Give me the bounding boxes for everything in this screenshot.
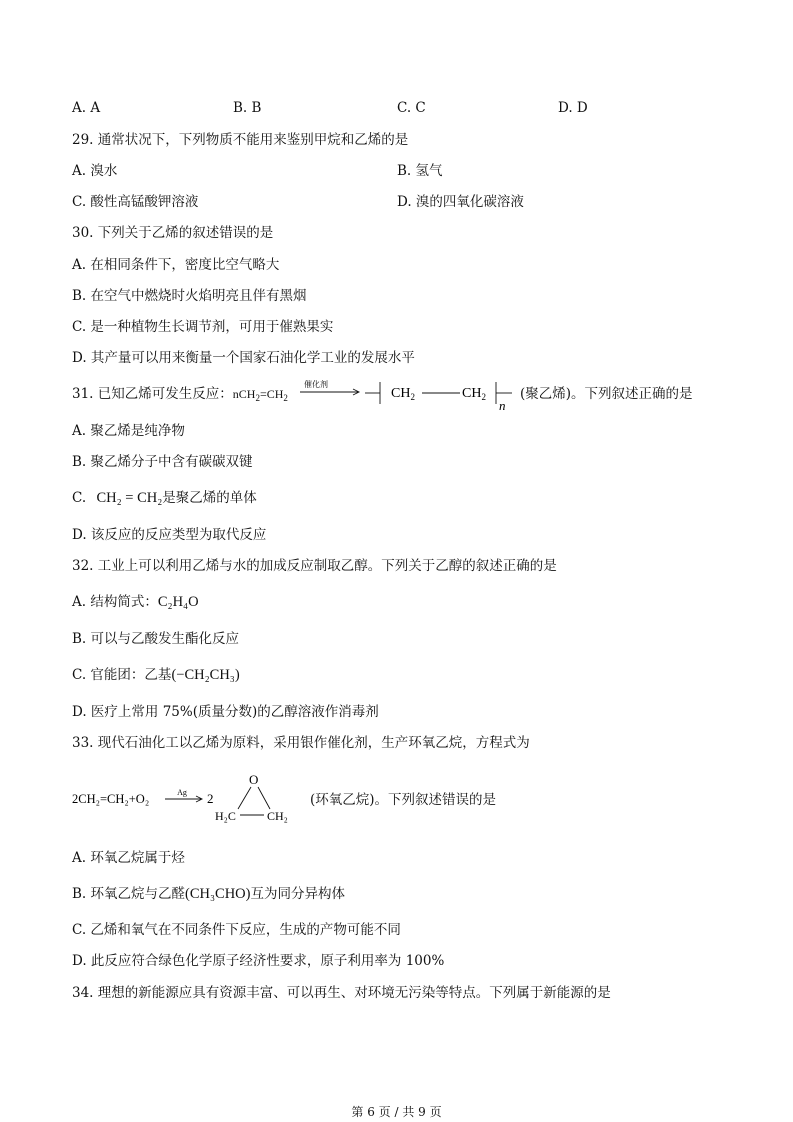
q31-prefix: 31. 已知乙烯可发生反应： bbox=[72, 386, 233, 402]
q32-option-a-formula: C₂H₄O bbox=[157, 594, 199, 610]
page-footer: 第 6 页 / 共 9 页 bbox=[351, 1105, 442, 1119]
q33-option-c: C. 乙烯和氧气在不同条件下反应，生成的产物可能不同 bbox=[72, 922, 401, 938]
q30-stem: 30. 下列关于乙烯的叙述错误的是 bbox=[72, 225, 274, 241]
q28-option-d: D. D bbox=[558, 100, 588, 116]
q32-option-a-label: A. 结构简式： bbox=[72, 594, 158, 610]
q30-option-b: B. 在空气中燃烧时火焰明亮且伴有黑烟 bbox=[72, 288, 307, 304]
q31-option-c-formula: CH₂ = CH₂ bbox=[96, 490, 163, 506]
q31-option-b: B. 聚乙烯分子中含有碳碳双键 bbox=[72, 454, 253, 470]
q29-option-a: A. 溴水 bbox=[72, 163, 118, 179]
q32-option-a bbox=[72, 593, 199, 611]
q29-option-b: B. 氢气 bbox=[397, 163, 443, 179]
q31-catalyst-label: 催化剂 bbox=[304, 380, 328, 389]
q33-option-a: A. 环氧乙烷属于烃 bbox=[72, 850, 185, 866]
q31-option-c bbox=[72, 489, 257, 507]
q33-bond-o-c2 bbox=[258, 787, 270, 809]
q30-option-d: D. 其产量可以用来衡量一个国家石油化学工业的发展水平 bbox=[72, 350, 415, 366]
q30-option-a: A. 在相同条件下，密度比空气略大 bbox=[72, 257, 280, 273]
q28-option-c: C. C bbox=[397, 100, 426, 116]
q28-option-b: B. B bbox=[233, 100, 262, 116]
q33-option-b-suffix: 互为同分异构体 bbox=[250, 886, 345, 902]
q33-option-b bbox=[72, 885, 345, 903]
q28-option-a: A. A bbox=[72, 100, 101, 116]
q33-atom-c1: H₂C bbox=[215, 809, 236, 823]
q32-option-b: B. 可以与乙酸发生酯化反应 bbox=[72, 631, 240, 647]
q32-option-d: D. 医疗上常用 75%(质量分数)的乙醇溶液作消毒剂 bbox=[72, 704, 379, 720]
q31-stem bbox=[72, 385, 288, 403]
q32-stem: 32. 工业上可以利用乙烯与水的加成反应制取乙醇。下列关于乙醇的叙述正确的是 bbox=[72, 558, 557, 574]
q31-polymer-ch2-left: $CH_2$ bbox=[391, 386, 415, 402]
q31-option-c-text: 是聚乙烯的单体 bbox=[162, 490, 257, 506]
q29-stem: 29. 通常状况下，下列物质不能用来鉴别甲烷和乙烯的是 bbox=[72, 132, 409, 148]
q32-option-c-label: C. 官能团：乙基 bbox=[72, 667, 172, 683]
q33-bond-o-c1 bbox=[238, 787, 251, 809]
q29-option-c: C. 酸性高锰酸钾溶液 bbox=[72, 194, 199, 210]
q31-option-c-label: C. bbox=[72, 490, 87, 506]
q33-option-d: D. 此反应符合绿色化学原子经济性要求，原子利用率为 100% bbox=[72, 953, 445, 969]
q33-atom-o: O bbox=[249, 772, 259, 787]
q31-polymer-ch2-right: $CH_2$ bbox=[462, 386, 486, 402]
q31-polymer-equation bbox=[298, 376, 520, 414]
q31-suffix: (聚乙烯)。下列叙述正确的是 bbox=[520, 386, 693, 402]
q33-epoxide-equation bbox=[70, 770, 310, 826]
q33-catalyst-label: Ag bbox=[177, 788, 187, 797]
q31-option-a: A. 聚乙烯是纯净物 bbox=[72, 423, 185, 439]
q33-stem: 33. 现代石油化工以乙烯为原料，采用银作催化剂，生产环氧乙烷，方程式为 bbox=[72, 735, 530, 751]
q31-reactant: $nCH_2=CH_2$ bbox=[232, 387, 288, 403]
q33-coefficient: 2 bbox=[207, 791, 214, 806]
q33-equation-left: 2CH₂=CH₂+O₂ bbox=[72, 792, 150, 806]
q33-suffix: (环氧乙烷)。下列叙述错误的是 bbox=[310, 792, 497, 808]
q33-atom-c2: CH₂ bbox=[267, 809, 288, 823]
q30-option-c: C. 是一种植物生长调节剂，可用于催熟果实 bbox=[72, 319, 334, 335]
q31-n-subscript: n bbox=[499, 398, 506, 413]
q32-option-c bbox=[72, 666, 240, 684]
q32-option-c-formula: (−CH₂CH₃) bbox=[171, 667, 240, 683]
q34-stem: 34. 理想的新能源应具有资源丰富、可以再生、对环境无污染等特点。下列属于新能源的是 bbox=[72, 985, 611, 1001]
q33-option-b-formula: (CH₃CHO) bbox=[185, 886, 251, 902]
q31-option-d: D. 该反应的反应类型为取代反应 bbox=[72, 527, 267, 543]
q29-option-d: D. 溴的四氧化碳溶液 bbox=[397, 194, 524, 210]
q33-option-b-prefix: B. 环氧乙烷与乙醛 bbox=[72, 886, 186, 902]
